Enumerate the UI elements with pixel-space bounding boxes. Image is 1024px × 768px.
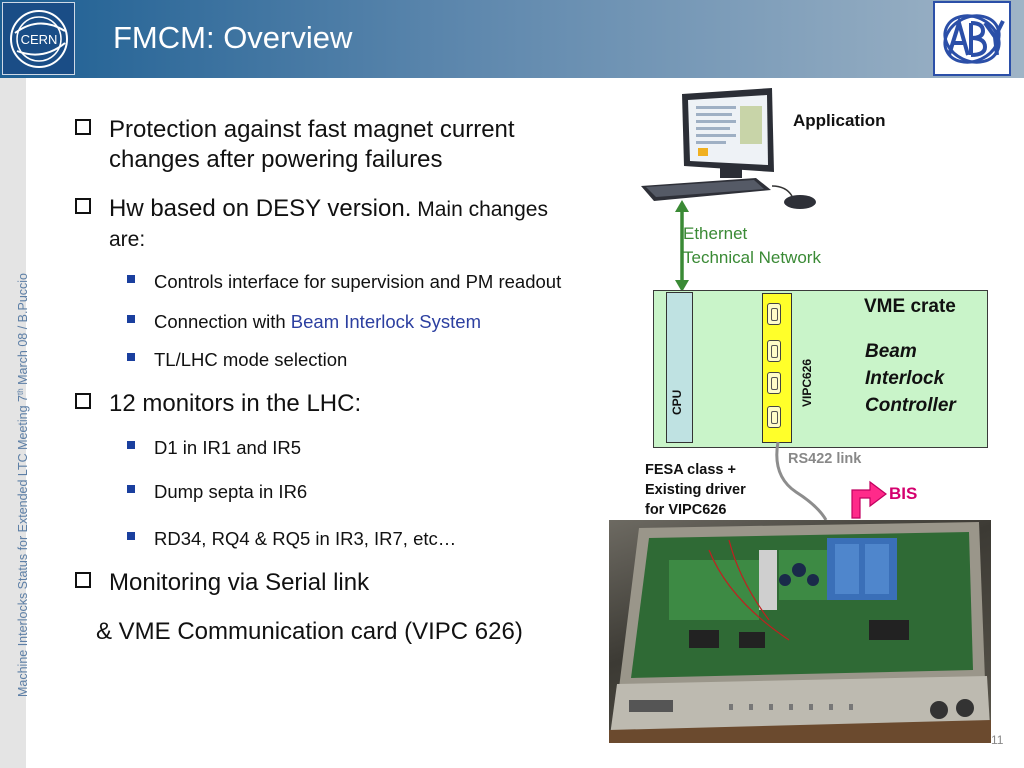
bis-arrow-icon	[846, 480, 888, 520]
fmcm-board-photo	[609, 520, 991, 743]
vme-crate-label: VME crate	[864, 296, 956, 317]
bullet-monitoring: Monitoring via Serial link	[109, 568, 369, 598]
slide-title: FMCM: Overview	[113, 20, 353, 55]
sub-bullet-controls: Controls interface for supervision and PM readout	[154, 271, 561, 293]
checkbox-bullet-icon	[75, 572, 91, 588]
bullet-hw: Hw based on DESY version. Main changes are:	[109, 194, 548, 255]
vipc626-label: VIPC626	[800, 358, 814, 407]
page-number: 11	[991, 733, 1004, 747]
application-label: Application	[793, 111, 886, 130]
square-bullet-icon	[127, 485, 135, 493]
cpu-label: CPU	[670, 389, 684, 415]
rs422-label: RS422 link	[788, 451, 862, 467]
bullet-monitoring-cont: & VME Communication card (VIPC 626)	[96, 618, 523, 645]
cpu-card	[666, 292, 693, 443]
square-bullet-icon	[127, 532, 135, 540]
abt-logo	[933, 1, 1011, 76]
sub-bullet-d1: D1 in IR1 and IR5	[154, 437, 301, 459]
sub-bullet-connection: Connection with Beam Interlock System	[154, 311, 481, 333]
square-bullet-icon	[127, 275, 135, 283]
bis-link-text: Beam Interlock System	[290, 311, 481, 332]
computer-icon	[636, 86, 826, 214]
bic-label: Beam Interlock Controller	[865, 341, 956, 416]
slide-header	[0, 0, 1024, 78]
sub-bullet-mode: TL/LHC mode selection	[154, 349, 347, 371]
connector-icon	[767, 406, 781, 428]
ethernet-label: Ethernet Technical Network	[683, 224, 821, 267]
square-bullet-icon	[127, 353, 135, 361]
sub-bullet-dump: Dump septa in IR6	[154, 481, 307, 503]
fesa-label: FESA class + Existing driver for VIPC626	[645, 462, 746, 518]
cern-logo	[2, 2, 75, 75]
checkbox-bullet-icon	[75, 393, 91, 409]
connector-icon	[767, 340, 781, 362]
square-bullet-icon	[127, 441, 135, 449]
bullet-monitors: 12 monitors in the LHC:	[109, 389, 361, 419]
checkbox-bullet-icon	[75, 198, 91, 214]
connector-icon	[767, 372, 781, 394]
checkbox-bullet-icon	[75, 119, 91, 135]
footer-text: Machine Interlocks Status for Extended LTC Meeting 7th March 08 / B.Puccio	[16, 273, 30, 698]
connector-icon	[767, 303, 781, 325]
svg-text:CERN: CERN	[20, 32, 58, 47]
square-bullet-icon	[127, 315, 135, 323]
sub-bullet-rd34: RD34, RQ4 & RQ5 in IR3, IR7, etc…	[154, 528, 456, 550]
bis-label: BIS	[889, 484, 918, 503]
bullet-protection: Protection against fast magnet current changes after powering failures	[109, 115, 515, 175]
